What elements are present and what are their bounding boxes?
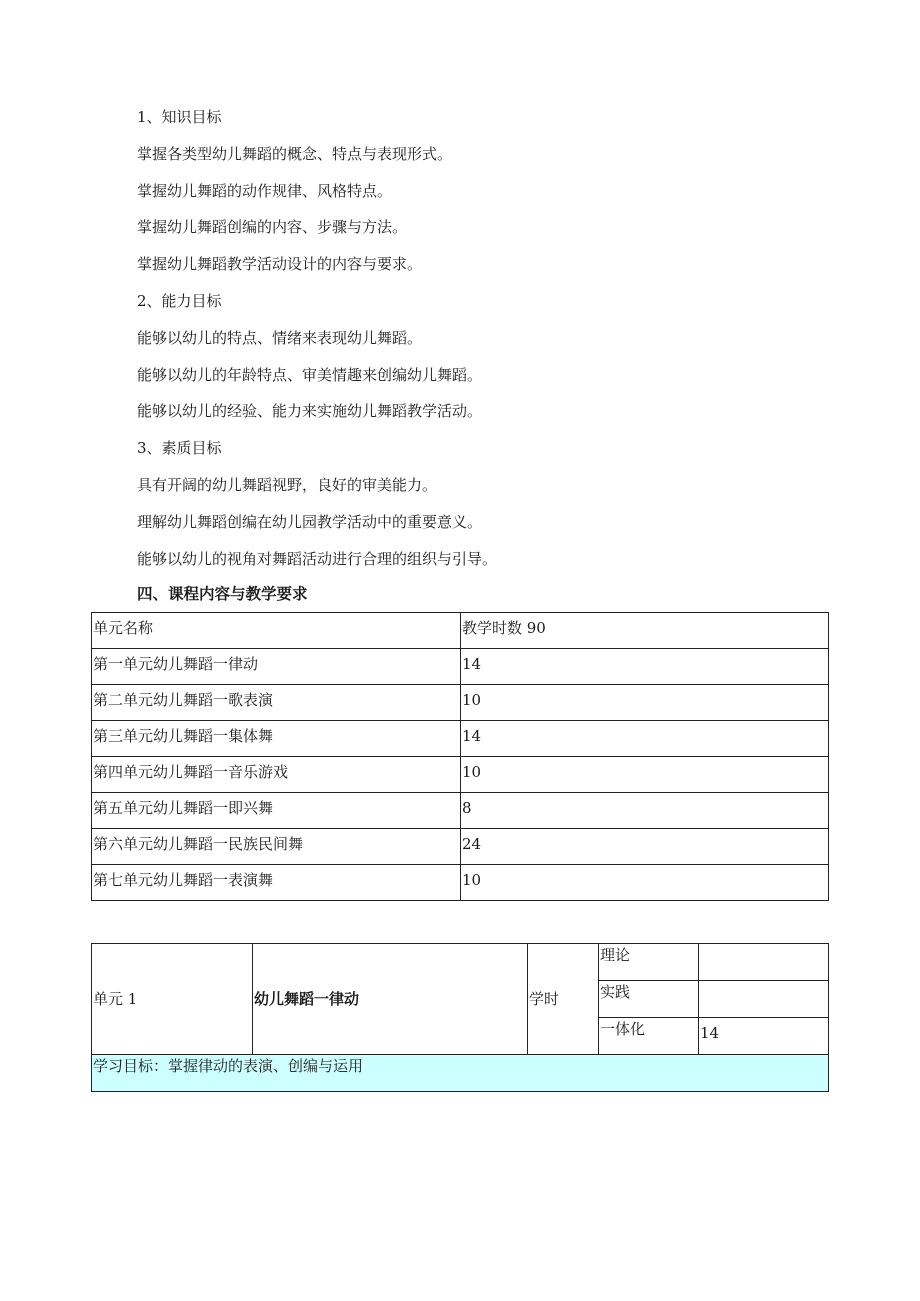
table-row [92,685,829,721]
objective-line: 掌握幼儿舞蹈创编的内容、步骤与方法。 [137,218,408,237]
hours-type-cell: 一体化 [599,1018,699,1055]
objective-line: 能够以幼儿的经验、能力来实施幼儿舞蹈教学活动。 [137,402,483,421]
unit-hours-cell: 10 [461,685,829,721]
objective-line: 2、能力目标 [137,291,222,310]
unit-name-cell: 第三单元幼儿舞蹈一集体舞 [92,721,461,757]
objective-line: 理解幼儿舞蹈创编在幼儿园教学活动中的重要意义。 [137,512,483,531]
unit-name-cell: 第六单元幼儿舞蹈一民族民间舞 [92,829,461,865]
objectives-list [137,105,837,583]
table-row [92,829,829,865]
objective-line: 能够以幼儿的年龄特点、审美情趣来创编幼儿舞蹈。 [137,365,483,384]
learning-goal-cell: 学习目标：掌握律动的表演、创编与运用 [92,1055,829,1092]
unit-hours-cell: 14 [461,649,829,685]
table-row [92,1055,829,1092]
unit-hours-cell: 10 [461,865,829,901]
unit-name-cell: 第五单元幼儿舞蹈一即兴舞 [92,793,461,829]
unit-name-cell: 第四单元幼儿舞蹈一音乐游戏 [92,757,461,793]
hours-value-cell [699,944,829,981]
header-unit-name: 单元名称 [92,613,461,649]
table-row [92,649,829,685]
unit-hours-cell: 24 [461,829,829,865]
table-row [92,721,829,757]
course-content-table [91,612,829,901]
objective-line: 1、知识目标 [137,108,222,126]
objective-line: 3、素质目标 [137,439,222,458]
table-header-row [92,613,829,649]
unit-name-cell: 幼儿舞蹈一律动 [253,944,528,1055]
hours-value-cell: 14 [699,1018,829,1055]
hours-type-cell: 理论 [599,944,699,981]
objective-line: 掌握幼儿舞蹈教学活动设计的内容与要求。 [137,255,423,274]
unit-hours-cell: 10 [461,757,829,793]
table-row [92,944,829,981]
unit-name-cell: 第七单元幼儿舞蹈一表演舞 [92,865,461,901]
objective-line: 能够以幼儿的特点、情绪来表现幼儿舞蹈。 [137,328,423,347]
objective-line: 掌握幼儿舞蹈的动作规律、风格特点。 [137,181,393,200]
section-heading: 四、课程内容与教学要求 [137,585,308,603]
table-row [92,793,829,829]
header-hours: 教学时数 90 [461,613,829,649]
unit-label-cell: 单元 1 [92,944,253,1055]
unit-name-cell: 第一单元幼儿舞蹈一律动 [92,649,461,685]
hours-label-cell: 学时 [528,944,599,1055]
unit-hours-cell: 14 [461,721,829,757]
hours-value-cell [699,981,829,1018]
objective-line: 具有开阔的幼儿舞蹈视野，良好的审美能力。 [137,475,438,494]
table-row [92,865,829,901]
unit-detail-table [91,943,829,1092]
unit-name-cell: 第二单元幼儿舞蹈一歌表演 [92,685,461,721]
objective-line: 掌握各类型幼儿舞蹈的概念、特点与表现形式。 [137,144,453,163]
hours-type-cell: 实践 [599,981,699,1018]
objective-line: 能够以幼儿的视角对舞蹈活动进行合理的组织与引导。 [137,549,498,568]
table-row [92,757,829,793]
unit-hours-cell: 8 [461,793,829,829]
